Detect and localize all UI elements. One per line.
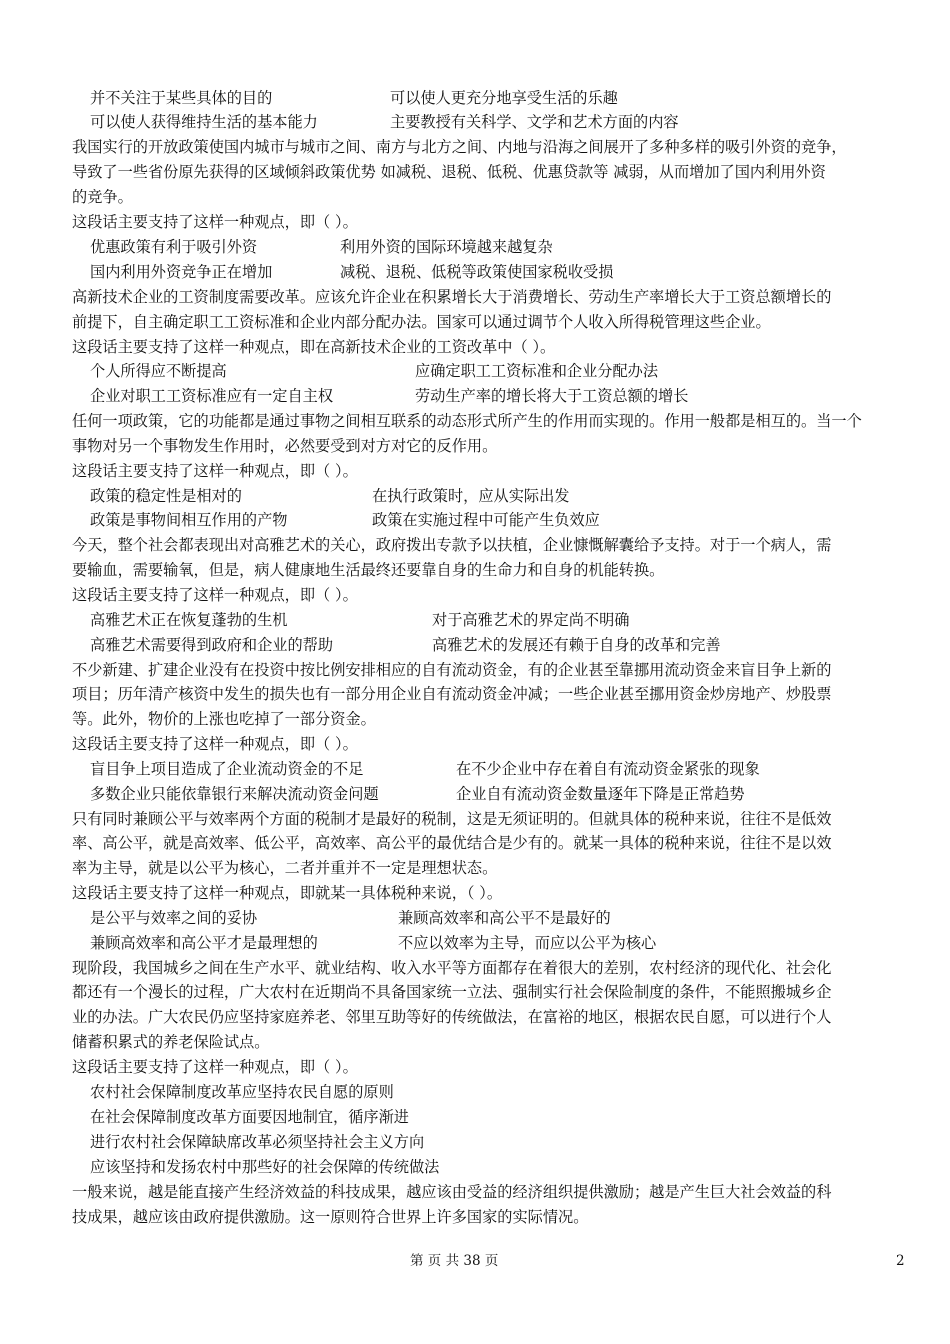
passage-line: 要输血，需要输氧，但是，病人健康地生活最终还要靠自身的生命力和自身的机能转换。 [72, 561, 665, 579]
option-d: 减税、退税、低税等政策使国家税收受损 [340, 263, 614, 281]
option-b: 利用外资的国际环境越来越复杂 [340, 238, 553, 256]
option-a: 个人所得应不断提高 [90, 362, 227, 380]
option-b: 在执行政策时，应从实际出发 [372, 487, 570, 505]
question-stem: 这段话主要支持了这样一种观点，即（ ）。 [72, 1058, 358, 1076]
option-c: 可以使人获得维持生活的基本能力 [90, 113, 318, 131]
passage-line: 的竞争。 [72, 188, 133, 206]
option-d: 政策在实施过程中可能产生负效应 [372, 511, 600, 529]
page-footer-label: 第 页 共 38 页 [410, 1253, 499, 1269]
passage-line: 率、高公平，就是高效率、低公平，高效率、高公平的最优结合是少有的。就某一具体的税种来说，往往不是以效 [72, 834, 832, 852]
passage-line: 导致了一些省份原先获得的区域倾斜政策优势 如减税、退税、低税、优惠贷款等 减弱，从而增加了国内利用外资 [72, 163, 826, 181]
passage-line: 高新技术企业的工资制度需要改革。应该允许企业在积累增长大于消费增长、劳动生产率增长大于工资总额增长的 [72, 288, 832, 306]
passage-line: 前提下，自主确定职工工资标准和企业内部分配办法。国家可以通过调节个人收入所得税管理这些企业。 [72, 313, 771, 331]
option-a: 优惠政策有利于吸引外资 [90, 238, 258, 256]
page-number: 2 [896, 1253, 905, 1269]
passage-line: 任何一项政策，它的功能都是通过事物之间相互联系的动态形式所产生的作用而实现的。作用一般都是相互的。当一个 [72, 412, 862, 430]
option-b: 在社会保障制度改革方面要因地制宜，循序渐进 [90, 1108, 409, 1126]
option-c: 兼顾高效率和高公平才是最理想的 [90, 934, 318, 952]
question-stem: 这段话主要支持了这样一种观点，即（ ）。 [72, 586, 358, 604]
option-d: 主要教授有关科学、文学和艺术方面的内容 [390, 113, 679, 131]
option-c: 企业对职工工资标准应有一定自主权 [90, 387, 333, 405]
passage-line: 只有同时兼顾公平与效率两个方面的税制才是最好的税制，这是无须证明的。但就具体的税种来说，往往不是低效 [72, 810, 832, 828]
option-b: 可以使人更充分地享受生活的乐趣 [390, 89, 618, 107]
option-c: 国内利用外资竞争正在增加 [90, 263, 273, 281]
question-stem: 这段话主要支持了这样一种观点，即（ ）。 [72, 462, 358, 480]
question-stem: 这段话主要支持了这样一种观点，即在高新技术企业的工资改革中（ ）。 [72, 338, 556, 356]
option-d: 高雅艺术的发展还有赖于自身的改革和完善 [432, 636, 721, 654]
passage-line: 业的办法。广大农民仍应坚持家庭养老、邻里互助等好的传统做法，在富裕的地区，根据农民自愿，可以进行个人 [72, 1008, 832, 1026]
option-a: 政策的稳定性是相对的 [90, 487, 242, 505]
option-d: 不应以效率为主导，而应以公平为核心 [398, 934, 657, 952]
question-stem: 这段话主要支持了这样一种观点，即（ ）。 [72, 213, 358, 231]
option-c: 高雅艺术需要得到政府和企业的帮助 [90, 636, 333, 654]
passage-line: 现阶段，我国城乡之间在生产水平、就业结构、收入水平等方面都存在着很大的差别，农村经济的现代化、社会化 [72, 959, 832, 977]
option-a: 高雅艺术正在恢复蓬勃的生机 [90, 611, 288, 629]
option-b: 对于高雅艺术的界定尚不明确 [432, 611, 630, 629]
passage-line: 今天，整个社会都表现出对高雅艺术的关心，政府拨出专款予以扶植，企业慷慨解囊给予支持。对于一个病人，需 [72, 536, 832, 554]
passage-line: 事物对另一个事物发生作用时，必然要受到对方对它的反作用。 [72, 437, 498, 455]
option-b: 应确定职工工资标准和企业分配办法 [415, 362, 658, 380]
option-a: 并不关注于某些具体的目的 [90, 89, 273, 107]
option-d: 企业自有流动资金数量逐年下降是正常趋势 [456, 785, 745, 803]
option-c: 进行农村社会保障缺席改革必须坚持社会主义方向 [90, 1133, 425, 1151]
option-d: 应该坚持和发扬农村中那些好的社会保障的传统做法 [90, 1158, 440, 1176]
question-stem: 这段话主要支持了这样一种观点，即（ ）。 [72, 735, 358, 753]
option-d: 劳动生产率的增长将大于工资总额的增长 [415, 387, 689, 405]
option-b: 兼顾高效率和高公平不是最好的 [398, 909, 611, 927]
option-a: 盲目争上项目造成了企业流动资金的不足 [90, 760, 364, 778]
option-a: 是公平与效率之间的妥协 [90, 909, 258, 927]
option-a: 农村社会保障制度改革应坚持农民自愿的原则 [90, 1083, 394, 1101]
question-stem: 这段话主要支持了这样一种观点，即就某一具体税种来说，（ ）。 [72, 884, 503, 902]
passage-line: 我国实行的开放政策使国内城市与城市之间、南方与北方之间、内地与沿海之间展开了多种多样的吸引外资的竞争， [72, 138, 847, 156]
passage-line: 率为主导，就是以公平为核心，二者并重并不一定是理想状态。 [72, 859, 498, 877]
option-b: 在不少企业中存在着自有流动资金紧张的现象 [456, 760, 760, 778]
passage-line: 不少新建、扩建企业没有在投资中按比例安排相应的自有流动资金，有的企业甚至靠挪用流动资金来盲目争上新的 [72, 661, 832, 679]
passage-line: 项目；历年清产核资中发生的损失也有一部分用企业自有流动资金冲减；一些企业甚至挪用资金炒房地产、炒股票 [72, 685, 832, 703]
passage-line: 一般来说，越是能直接产生经济效益的科技成果，越应该由受益的经济组织提供激励；越是产生巨大社会效益的科 [72, 1183, 832, 1201]
passage-line: 储蓄积累式的养老保险试点。 [72, 1033, 270, 1051]
passage-line: 都还有一个漫长的过程，广大农村在近期尚不具备国家统一立法、强制实行社会保险制度的条件，不能照搬城乡企 [72, 983, 832, 1001]
passage-line: 等。此外，物价的上涨也吃掉了一部分资金。 [72, 710, 376, 728]
option-c: 政策是事物间相互作用的产物 [90, 511, 288, 529]
passage-line: 技成果，越应该由政府提供激励。这一原则符合世界上许多国家的实际情况。 [72, 1208, 589, 1226]
option-c: 多数企业只能依靠银行来解决流动资金问题 [90, 785, 379, 803]
